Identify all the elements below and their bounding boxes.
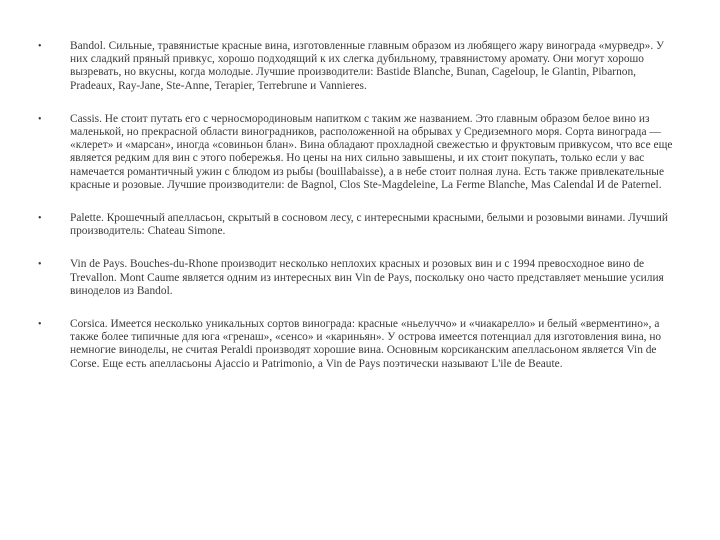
list-item-text: Bandol. Сильные, травянистые красные вина, изготовленные главным образом из любящего жару винограда «мурведр». У них сладкий пряный привкус, хорошо подходящий к их слегка дубильному, травянистому аромату. Они могут хорошо вызревать, но вкусны, когда молодые. Лучшие производители: Bastide Blanche, Bunan, Cageloup, le Glantin, Pibarnon, Pradeaux, Ray-Jane, Ste-Anne, Terapier, Terrebrune и Vannieres. — [70, 40, 665, 92]
list-item-text: Corsica. Имеется несколько уникальных сортов винограда: красные «ньелуччо» и «чиакарелло» и белый «верментино», а также более типичные для юга «гренаш», «сенсо» и «кариньян». У острова имеется потенциал для изготовления вина, но немногие виноделы, не считая Peraldi производят хорошие вина. Основным корсиканским апелласьоном является Vin de Corse. Еще есть апелласьоны Ajaccio и Patrimonio, а Vin de Pays поэтически называют L'ile de Beaute. — [70, 318, 662, 370]
bullet-icon: • — [38, 113, 42, 125]
list-item-bandol — [38, 40, 678, 93]
bullet-list — [38, 40, 678, 391]
list-item-cassis — [38, 113, 678, 192]
list-item-corsica — [38, 318, 678, 371]
bullet-icon: • — [38, 259, 42, 271]
list-item-text: Vin de Pays. Bouches-du-Rhone производит несколько неплохих красных и розовых вин и с 1994 превосходное вино de Trevallon. Mont Caume является одним из интересных вин Vin de Pays, поскольку оно часто представляет меньшие усилия виноделов из Bandol. — [70, 258, 664, 297]
list-item-text: Palette. Крошечный апелласьон, скрытый в сосновом лесу, с интересными красными, белыми и розовыми винами. Лучший производитель: Chateau Simone. — [70, 212, 668, 238]
list-item-text: Cassis. Не стоит путать его с черносмородиновым напитком с таким же названием. Это главным образом белое вино из маленькой, но прекрасной области виноградников, расположенной на обрывах у Средиземного моря. Сорта винограда — «клерет» и «марсан», иногда «совиньон блан». Вина обладают прохладной свежестью и фруктовым привкусом, что все еще является редким для вин с этого побережья. Но цены на них сильно завышены, и их стоит покупать, только если у вас намечается романтичный ужин с блюдом из рыбы (bouillabaisse), а в небе стоит полная луна. Есть также привлекательные красные и розовые. Лучшие производители: de Bagnol, Clos Ste-Magdeleine, La Ferme Blanche, Mas Calendal И de Paternel. — [70, 112, 673, 191]
list-item-palette — [38, 212, 678, 238]
bullet-icon: • — [38, 319, 42, 331]
bullet-icon: • — [38, 213, 42, 225]
bullet-icon: • — [38, 41, 42, 52]
list-item-vin-de-pays — [38, 258, 678, 298]
